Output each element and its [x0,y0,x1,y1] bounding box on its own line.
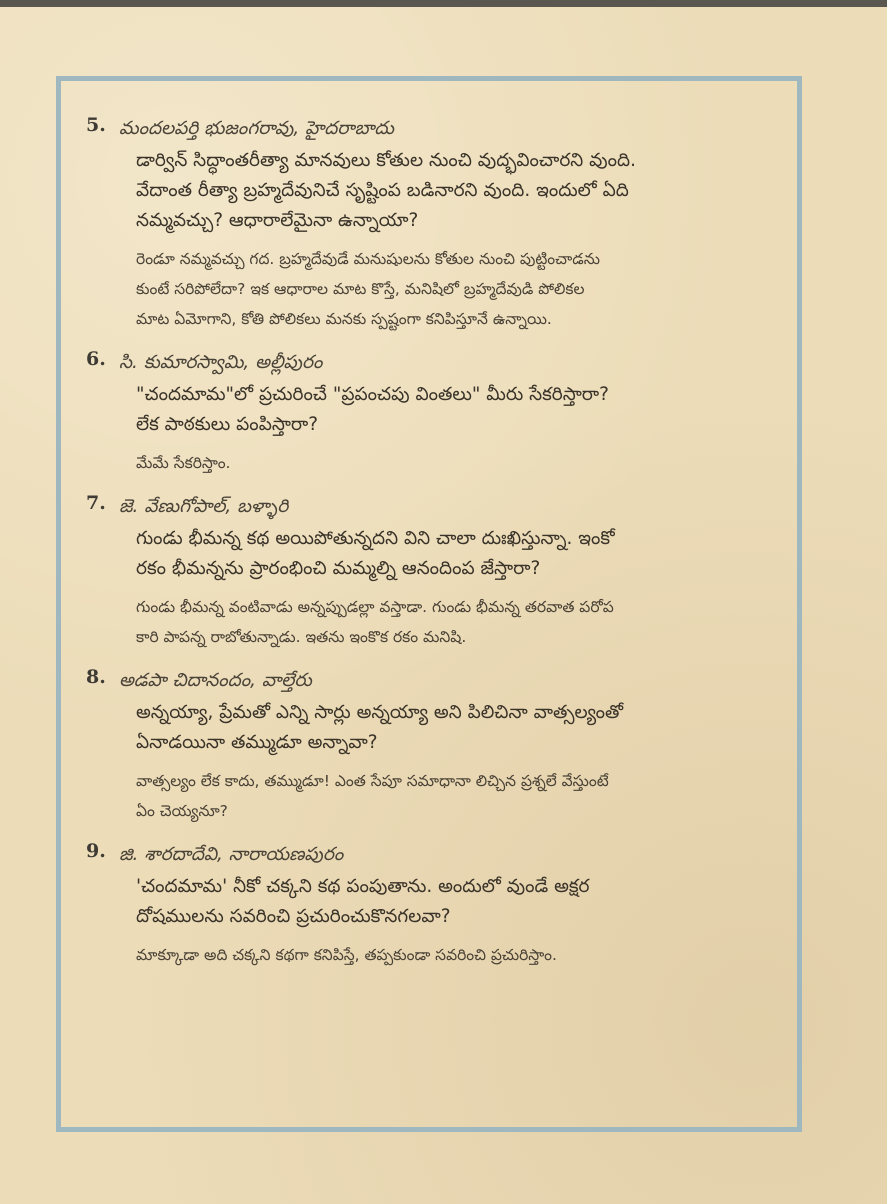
answer-text [136,940,786,970]
qa-entry [86,346,786,478]
scan-top-edge [0,0,887,7]
entry-number: 8. [86,666,106,688]
question-line: వేదాంత రీత్యా బ్రహ్మదేవునిచే సృష్టింప బడినారని వుంది. ఇందులో ఏది [136,180,629,201]
question-line: 'చందమామ' నీకో చక్కని కథ పంపుతాను. అందులో వుండే అక్షర [136,876,590,897]
answer-line: మేమే సేకరిస్తాం. [136,454,231,472]
answer-line: గుండు భీమన్న వంటివాడు అన్నప్పుడల్లా వస్తాడా. గుండు భీమన్న తరవాత పరోప [136,598,614,616]
answer-line: కారి పాపన్న రాబోతున్నాడు. ఇతను ఇంకొక రకం మనిషి. [136,628,467,646]
answer-text [136,766,786,826]
question-text [136,146,786,236]
answer-text [136,448,786,478]
questioner-name: జె. వేణుగోపాల్, బళ్ళారి [119,496,289,517]
entry-number: 9. [86,840,106,862]
entry-number: 5. [86,114,106,136]
answer-text [136,592,786,652]
question-text [136,524,786,584]
question-text [136,380,786,440]
questioner-name: సి. కుమారస్వామి, అల్లీపురం [119,352,323,373]
answer-line: రెండూ నమ్మవచ్చు గద. బ్రహ్మదేవుడే మనుషులను కోతుల నుంచి పుట్టించాడను [136,250,600,268]
question-line: అన్నయ్యా, ప్రేమతో ఎన్ని సార్లు అన్నయ్యా అని పిలిచినా వాత్సల్యంతో [136,702,624,723]
qa-entry [86,838,786,970]
qa-entry [86,490,786,652]
answer-line: వాత్సల్యం లేక కాదు, తమ్ముడూ! ఎంత సేపూ సమాధానా లిచ్చిన ప్రశ్నలే వేస్తుంటే [136,772,609,790]
question-line: నమ్మవచ్చు? ఆధారాలేమైనా ఉన్నాయా? [136,210,419,231]
questioner-name: మందలపర్తి భుజంగరావు, హైదరాబాదు [119,118,394,139]
question-line: డార్విన్ సిద్ధాంతరీత్యా మానవులు కోతుల నుంచి వుద్భవించారని వుంది. [136,150,636,171]
question-line: ఏనాడయినా తమ్ముడూ అన్నావా? [136,732,378,753]
qa-column [86,112,786,982]
entry-number: 7. [86,492,106,514]
answer-line: మాక్కూడా అది చక్కని కథగా కనిపిస్తే, తప్పకుండా సవరించి ప్రచురిస్తాం. [136,946,557,964]
entry-number: 6. [86,348,106,370]
qa-entry [86,112,786,334]
answer-text [136,244,786,334]
question-line: లేక పాఠకులు పంపిస్తారా? [136,414,319,435]
question-text [136,872,786,932]
answer-line: కుంటే సరిపోలేదా? ఇక ఆధారాల మాట కొస్తే, మనిషిలో బ్రహ్మదేవుడి పోలికల [136,280,585,298]
question-text [136,698,786,758]
answer-line: మాట ఏమోగాని, కోతి పోలికలు మనకు స్పష్టంగా కనిపిస్తూనే ఉన్నాయి. [136,310,552,328]
answer-line: ఏం చెయ్యనూ? [136,802,228,820]
questioner-name: అడపా చిదానందం, వాల్తేరు [119,670,312,691]
question-line: "చందమామ"లో ప్రచురించే "ప్రపంచపు వింతలు" మీరు సేకరిస్తారా? [136,384,609,405]
questioner-name: జి. శారదాదేవి, నారాయణపురం [119,844,344,865]
question-line: రకం భీమన్నను ప్రారంభించి మమ్మల్ని ఆనందింప జేస్తారా? [136,558,541,579]
question-line: గుండు భీమన్న కథ అయిపోతున్నదని విని చాలా దుఃఖిస్తున్నా. ఇంకో [136,528,615,549]
question-line: దోషములను సవరించి ప్రచురించుకొనగలవా? [136,906,451,927]
qa-entry [86,664,786,826]
